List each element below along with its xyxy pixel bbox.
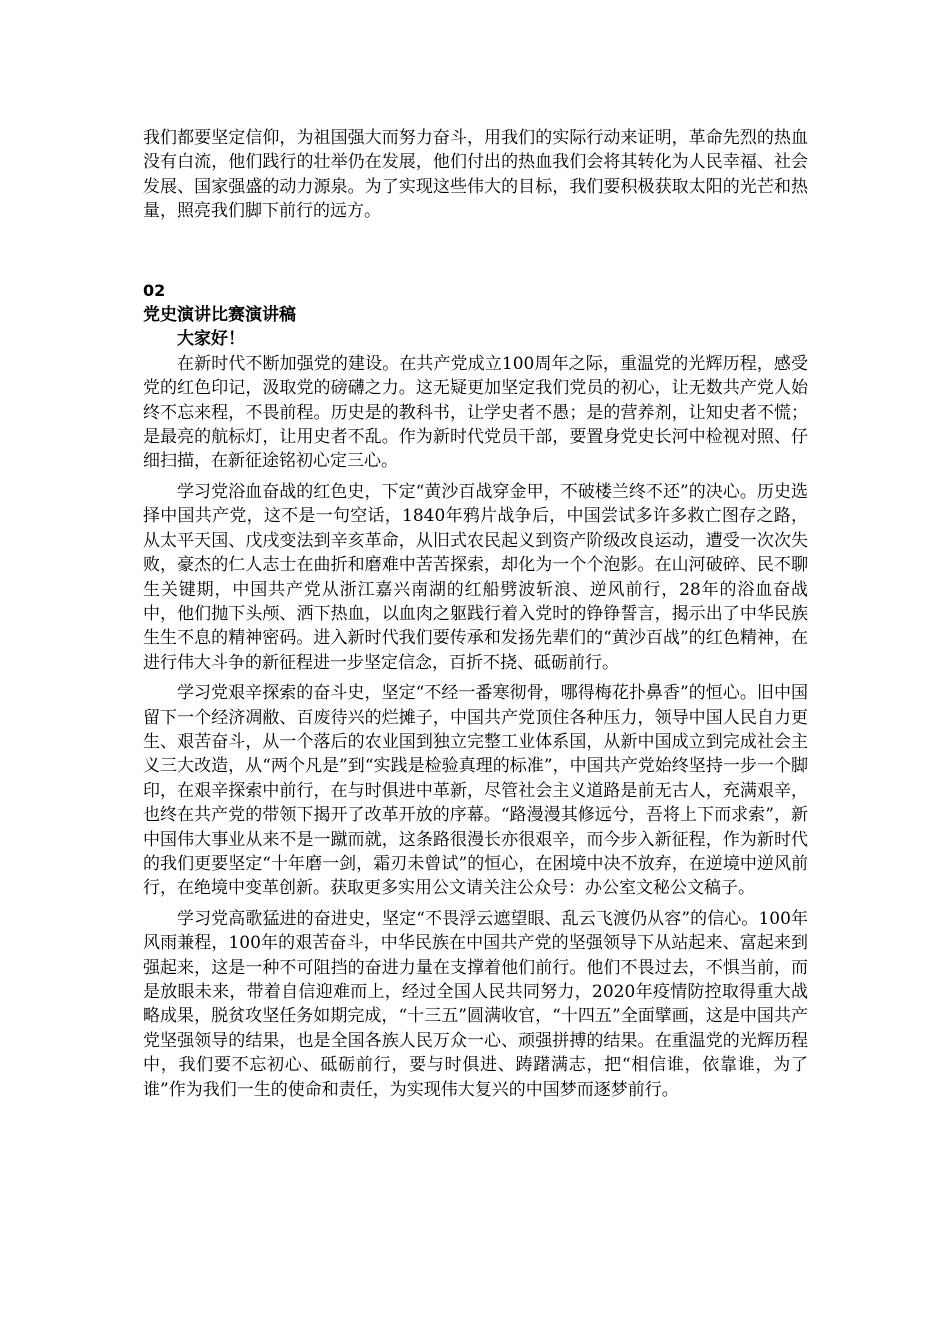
document-body (143, 126, 808, 1102)
greeting: 大家好！ (177, 329, 245, 350)
intro-paragraph: 我们都要坚定信仰，为祖国强大而努力奋斗，用我们的实际行动来证明，革命先烈的热血没有白流，他们践行的壮举仍在发展，他们付出的热血我们会将其转化为人民幸福、社会发展、国家强盛的动力源泉。为了实现这些伟大的目标，我们要积极获取太阳的光芒和热量，照亮我们脚下前行的远方。 (143, 128, 808, 222)
body-paragraph-4: 学习党高歌猛进的奋进史，坚定“不畏浮云遮望眼、乱云飞渡仍从容”的信心。100年风雨兼程，100年的艰苦奋斗，中华民族在中国共产党的坚强领导下从站起来、富起来到强起来，这是一种不可阻挡的奋进力量在支撑着他们前行。他们不畏过去，不惧当前，而是放眼未来，带着自信迎难而上，经过全国人民共同努力，2020年疫情防控取得重大战略成果，脱贫攻坚任务如期完成，“十三五”圆满收官，“十四五”全面擘画，这是中国共产党坚强领导的结果，也是全国各族人民万众一心、顽强拼搏的结果。在重温党的光辉历程中，我们要不忘初心、砥砺前行，要与时俱进、踌躇满志，把“相信谁，依靠谁，为了谁”作为我们一生的使命和责任，为实现伟大复兴的中国梦而逐梦前行。 (143, 908, 808, 1100)
section-title: 党史演讲比赛演讲稿 (143, 305, 296, 326)
body-paragraph-3: 学习党艰辛探索的奋斗史，坚定“不经一番寒彻骨，哪得梅花扑鼻香”的恒心。旧中国留下一个经济凋敝、百废待兴的烂摊子，中国共产党顶住各种压力，领导中国人民自力更生、艰苦奋斗，从一个落后的农业国到独立完整工业体系国，从新中国成立到完成社会主义三大改造，从“两个凡是”到“实践是检验真理的标准”，中国共产党始终坚持一步一个脚印，在艰辛探索中前行，在与时俱进中革新，尽管社会主义道路是前无古人，充满艰辛，也终在共产党的带领下揭开了改革开放的序幕。“路漫漫其修远兮，吾将上下而求索”，新中国伟大事业从来不是一蹴而就，这条路很漫长亦很艰辛，而今步入新征程，作为新时代的我们更要坚定“十年磨一剑，霜刃未曾试”的恒心，在困境中决不放弃，在逆境中逆风前行，在绝境中变革创新。获取更多实用公文请关注公众号：办公室文秘公文稿子。 (143, 683, 808, 899)
section-number: 02 (143, 280, 166, 300)
body-paragraph-2: 学习党浴血奋战的红色史，下定“黄沙百战穿金甲，不破楼兰终不还”的决心。历史选择中国共产党，这不是一句空话，1840年鸦片战争后，中国尝试多许多救亡图存之路，从太平天国、戊戌变法到辛亥革命，从旧式农民起义到资产阶级改良运动，遭受一次次失败，豪杰的仁人志士在曲折和磨难中苦苦探索，却化为一个个泡影。在山河破碎、民不聊生关键期，中国共产党从浙江嘉兴南湖的红船劈波斩浪、逆风前行，28年的浴血奋战中，他们抛下头颅、洒下热血，以血肉之躯践行着入党时的铮铮誓言，揭示出了中华民族生生不息的精神密码。进入新时代我们要传承和发扬先辈们的“黄沙百战”的红色精神，在进行伟大斗争的新征程进一步坚定信念，百折不挠、砥砺前行。 (143, 481, 808, 673)
body-paragraph-1: 在新时代不断加强党的建设。在共产党成立100周年之际，重温党的光辉历程，感受党的红色印记，汲取党的磅礴之力。这无疑更加坚定我们党员的初心，让无数共产党人始终不忘来程，不畏前程。历史是的教科书，让学史者不愚；是的营养剂，让知史者不慌；是最亮的航标灯，让用史者不乱。作为新时代党员干部，要置身党史长河中检视对照、仔细扫描，在新征途铭初心定三心。 (143, 353, 808, 472)
